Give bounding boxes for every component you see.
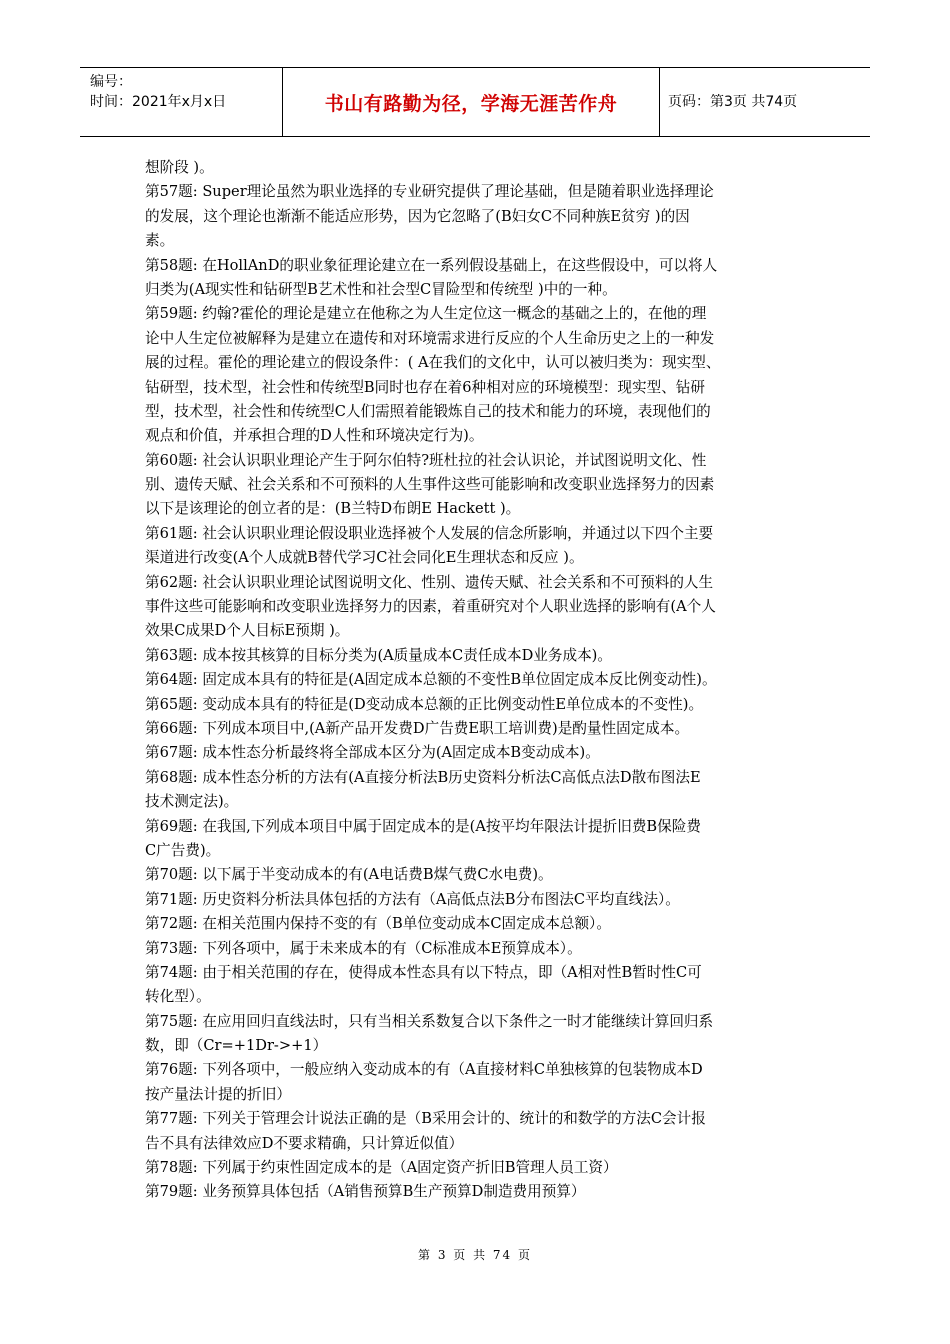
- body-text-line: 第71题: 历史资料分析法具体包括的方法有（A高低点法B分布图法C平均直线法）。: [145, 890, 680, 908]
- body-text-line: 第57题: Super理论虽然为职业选择的专业研究提供了理论基础，但是随着职业选择理论: [145, 183, 714, 201]
- header-page-cell: [660, 68, 870, 136]
- body-text-line: 归类为(A现实性和钻研型B艺术性和社会型C冒险型和传统型 )中的一种。: [145, 280, 617, 298]
- page-footer: 第 3 页 共 74 页: [418, 1248, 532, 1262]
- body-text-line: 第74题: 由于相关范围的存在，使得成本性态具有以下特点，即（A相对性B暂时性C可: [145, 963, 702, 981]
- page-header: [80, 67, 870, 137]
- body-text-line: 按产量法计提的折旧）: [145, 1085, 291, 1103]
- body-text-line: 别、遗传天赋、社会关系和不可预料的人生事件这些可能影响和改变职业选择努力的因素: [145, 476, 715, 494]
- body-text-line: 素。: [145, 232, 175, 250]
- body-text-line: 第58题: 在HollAnD的职业象征理论建立在一系列假设基础上，在这些假设中，可以将人: [145, 256, 718, 274]
- header-motto-cell: [283, 68, 660, 136]
- body-text-line: 转化型）。: [145, 988, 211, 1006]
- body-text-line: 第79题: 业务预算具体包括（A销售预算B生产预算D制造费用预算）: [145, 1183, 586, 1201]
- body-text-line: 数，即（Cr=+1Dr->+1）: [145, 1037, 328, 1055]
- body-text-line: 型，技术型，社会性和传统型C人们需照着能锻炼自己的技术和能力的环境，表现他们的: [145, 402, 711, 420]
- body-text-line: 第63题: 成本按其核算的目标分类为(A质量成本C责任成本D业务成本)。: [145, 646, 612, 664]
- body-text-line: 想阶段 )。: [145, 159, 214, 176]
- body-text-line: 第61题: 社会认识职业理论假设职业选择被个人发展的信念所影响，并通过以下四个主要: [145, 524, 714, 542]
- body-text-line: 的发展，这个理论也渐渐不能适应形势，因为它忽略了(B妇女C不同种族E贫穷 )的因: [145, 207, 690, 225]
- body-text-line: 第73题: 下列各项中，属于未来成本的有（C标准成本E预算成本）。: [145, 939, 582, 957]
- body-text-line: 以下是该理论的创立者的是：(B兰特D布朗E Hackett )。: [145, 500, 521, 518]
- body-text-line: 第68题: 成本性态分析的方法有(A直接分析法B历史资料分析法C高低点法D散布图法E: [145, 768, 701, 786]
- body-text-line: 第70题: 以下属于半变动成本的有(A电话费B煤气费C水电费)。: [145, 866, 553, 884]
- header-page-label: 页码：第3页 共74页: [668, 94, 798, 110]
- document-date-label: 时间：2021年x月x日: [90, 94, 227, 110]
- body-text-line: 第59题: 约翰?霍伦的理论是建立在他称之为人生定位这一概念的基础之上的，在他的理: [145, 305, 707, 323]
- body-text-line: 第78题: 下列属于约束性固定成本的是（A固定资产折旧B管理人员工资）: [145, 1159, 618, 1177]
- header-motto: 书山有路勤为径，学海无涯苦作舟: [324, 92, 618, 115]
- body-text-line: 第75题: 在应用回归直线法时，只有当相关系数复合以下条件之一时才能继续计算回归系: [145, 1012, 714, 1030]
- body-text-line: 展的过程。霍伦的理论建立的假设条件：( A在我们的文化中，认可以被归类为：现实型、: [145, 354, 721, 372]
- body-text-line: 第72题: 在相关范围内保持不变的有（B单位变动成本C固定成本总额）。: [145, 915, 611, 933]
- body-text-line: 观点和价值，并承担合理的D人性和环境决定行为)。: [145, 427, 484, 445]
- body-text-line: 第62题: 社会认识职业理论试图说明文化、性别、遗传天赋、社会关系和不可预料的人生: [145, 573, 714, 591]
- body-text-line: 事件这些可能影响和改变职业选择努力的因素，着重研究对个人职业选择的影响有(A个人: [145, 598, 716, 616]
- body-text-line: 告不具有法律效应D不要求精确，只计算近似值）: [145, 1134, 464, 1152]
- body-text-line: 技术测定法)。: [145, 793, 239, 811]
- document-number-label: 编号：: [90, 74, 132, 90]
- body-text-line: C广告费)。: [145, 841, 221, 859]
- body-text-line: 第76题: 下列各项中，一般应纳入变动成本的有（A直接材料C单独核算的包装物成本D: [145, 1061, 703, 1079]
- header-meta-cell: [80, 68, 283, 136]
- body-text-line: 第77题: 下列关于管理会计说法正确的是（B采用会计的、统计的和数学的方法C会计报: [145, 1110, 706, 1128]
- body-text-line: 第69题: 在我国,下列成本项目中属于固定成本的是(A按平均年限法计提折旧费B保险费: [145, 817, 701, 835]
- body-text-line: 论中人生定位被解释为是建立在遗传和对环境需求进行反应的个人生命历史之上的一种发: [145, 329, 715, 347]
- body-text-line: 第64题: 固定成本具有的特征是(A固定成本总额的不变性B单位固定成本反比例变动性)。: [145, 671, 717, 689]
- body-text-line: 第65题: 变动成本具有的特征是(D变动成本总额的正比例变动性E单位成本的不变性)。: [145, 695, 704, 713]
- body-text-line: 渠道进行改变(A个人成就B替代学习C社会同化E生理状态和反应 )。: [145, 549, 584, 567]
- document-body: [145, 156, 810, 1205]
- body-text-line: 效果C成果D个人目标E预期 )。: [145, 622, 350, 640]
- body-text-line: 第66题: 下列成本项目中,(A新产品开发费D广告费E职工培训费)是酌量性固定成本。: [145, 719, 690, 737]
- body-text-line: 第67题: 成本性态分析最终将全部成本区分为(A固定成本B变动成本)。: [145, 744, 600, 762]
- body-text-line: 第60题: 社会认识职业理论产生于阿尔伯特?班杜拉的社会认识论，并试图说明文化、性: [145, 451, 707, 469]
- body-text-line: 钻研型，技术型，社会性和传统型B同时也存在着6种相对应的环境模型：现实型、钻研: [145, 378, 705, 396]
